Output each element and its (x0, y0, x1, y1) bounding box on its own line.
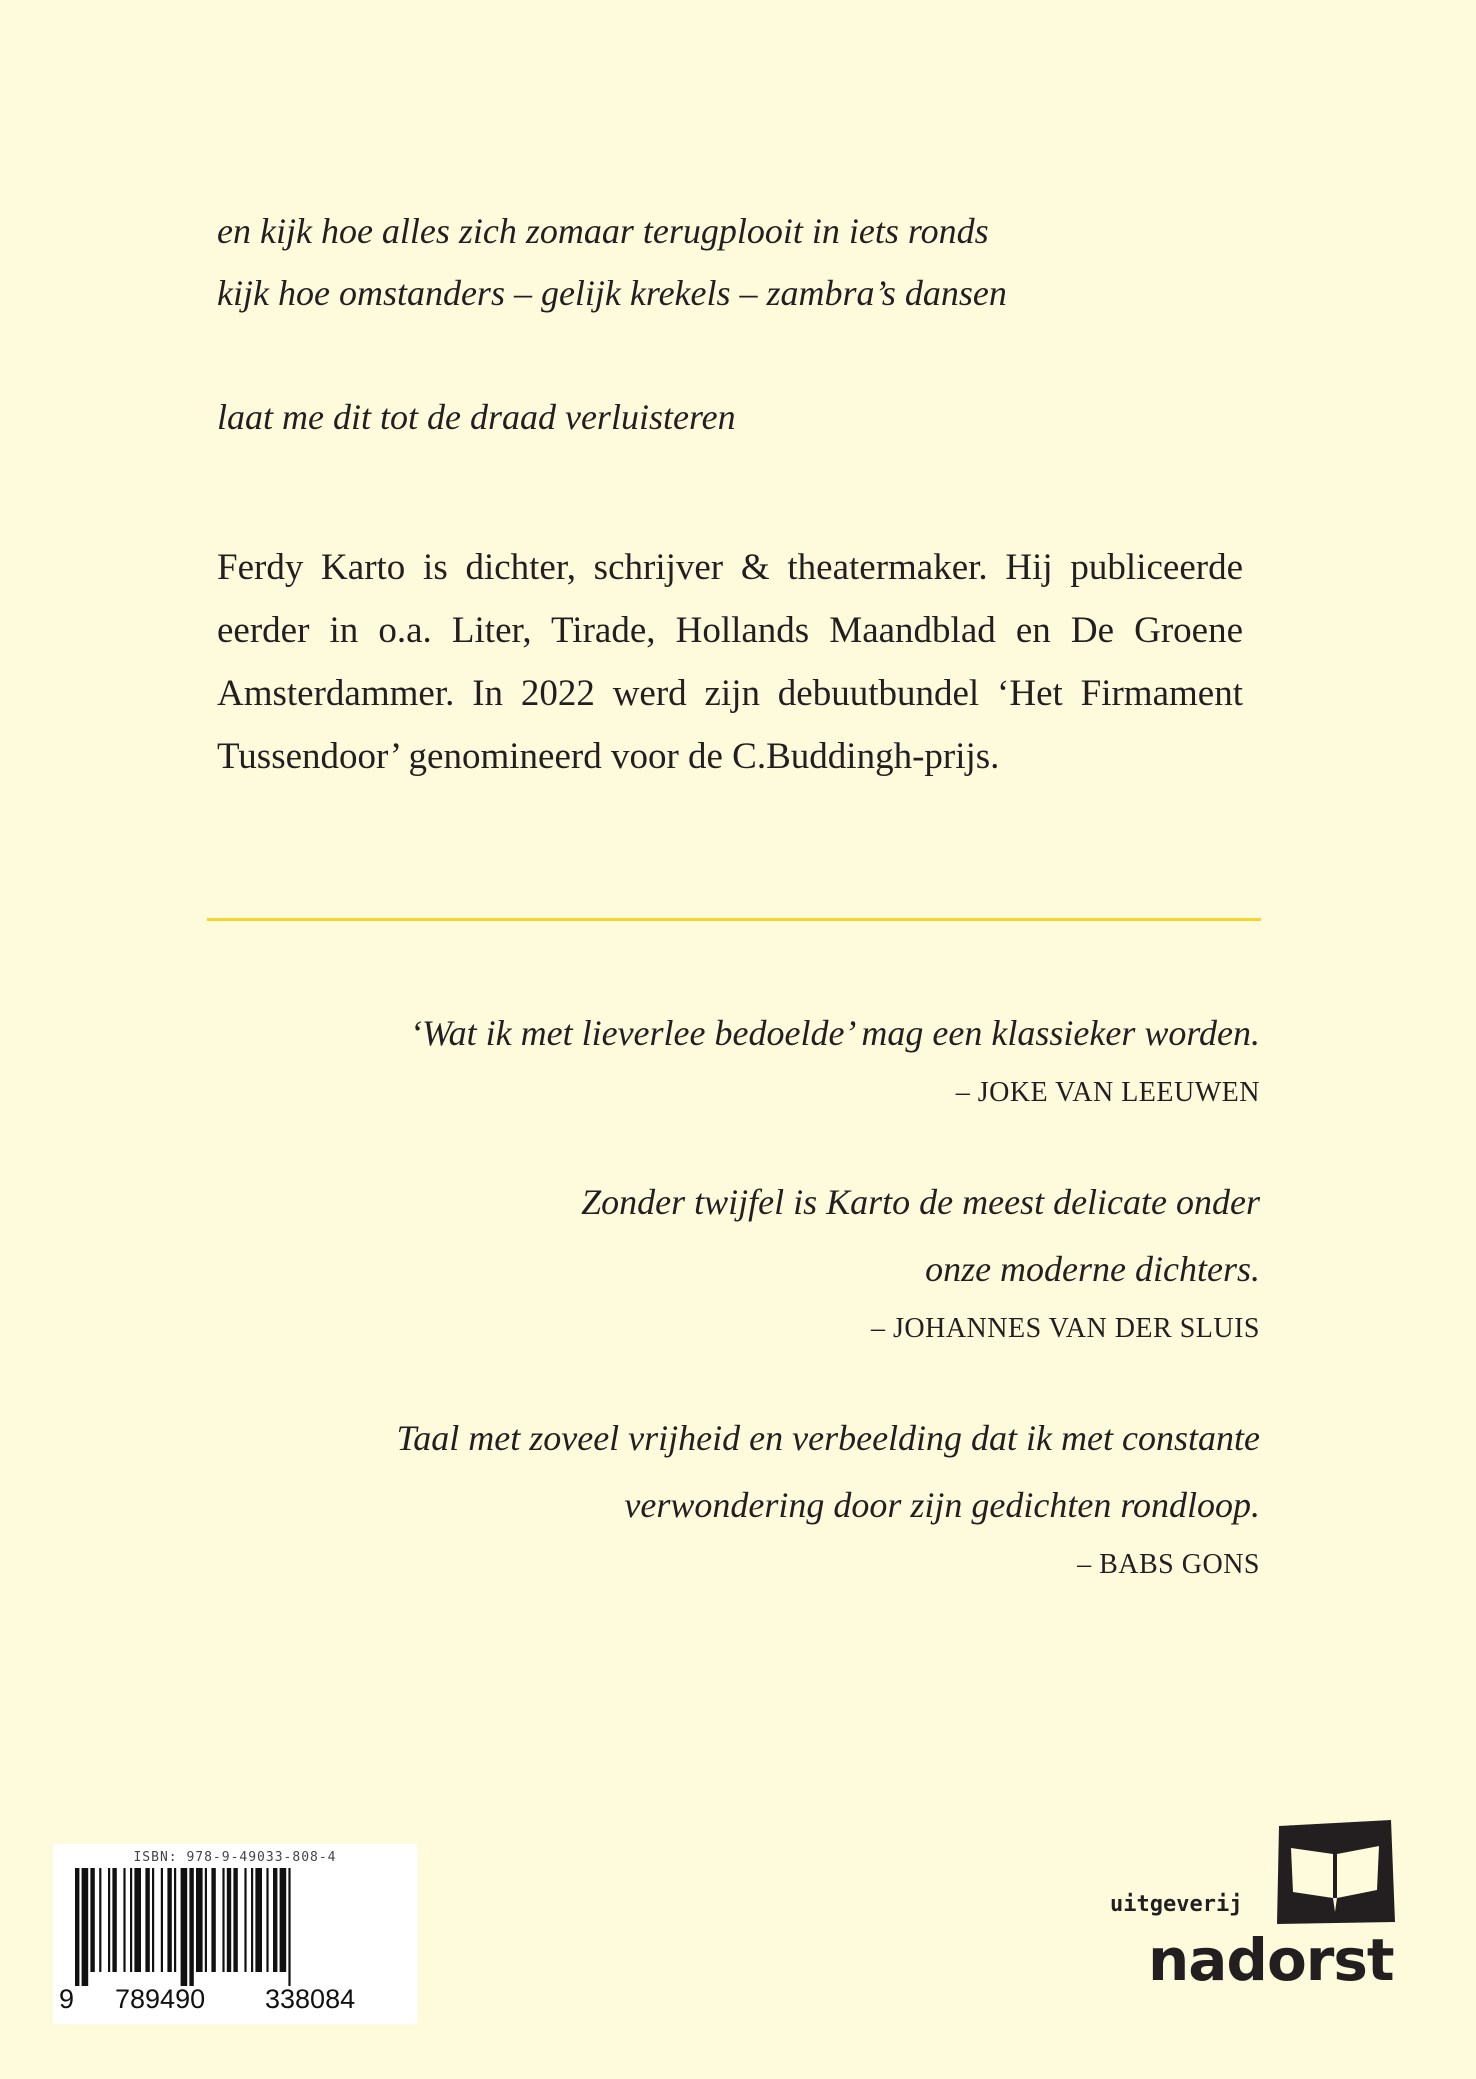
poem-excerpt (217, 200, 1267, 448)
poem-line: kijk hoe omstanders – gelijk krekels – zambra’s dansen (217, 273, 1007, 313)
barcode-bar (205, 1868, 207, 1972)
barcode-bar (134, 1868, 141, 1972)
barcode-digits-left: 789490 (115, 1984, 206, 2014)
publisher-name: nadorst (1148, 1926, 1394, 1994)
barcode-bar (174, 1868, 176, 1972)
isbn-label: ISBN: 978-9-49033-808-4 (133, 1850, 337, 1865)
barcode-bar (273, 1868, 277, 1972)
barcode-bar (255, 1868, 262, 1972)
open-book-icon (1273, 1818, 1397, 1926)
barcode-bar (280, 1868, 287, 1972)
quote-line: verwondering door zijn gedichten rondloop. (624, 1485, 1260, 1525)
barcode-digits (53, 1984, 417, 2020)
quote-attribution: – JOHANNES VAN DER SLUIS (870, 1313, 1260, 1344)
barcode-bar (123, 1868, 125, 1972)
barcode-bar (222, 1868, 224, 1972)
review-quote (160, 1000, 1260, 1113)
publisher-prefix: uitgeverij (1110, 1892, 1243, 1917)
barcode-bar (167, 1868, 171, 1972)
quote-attribution: – JOKE VAN LEEUWEN (955, 1077, 1260, 1108)
divider-rule (207, 918, 1261, 921)
barcode-bar (108, 1868, 110, 1972)
quote-line: Zonder twijfel is Karto de meest delicate onder (581, 1182, 1260, 1222)
author-bio: Ferdy Karto is dichter, schrijver & theatermaker. Hij publiceerde eerder in o.a. Liter, Tirade, Hollands Maandblad en De Groene Amsterdammer. In 2022 werd zijn debuutbundel ‘Het Firmament Tussendoor’ genomineerd voor de C.Buddingh-prijs. (217, 547, 1243, 777)
quote-attribution: – BABS GONS (1077, 1549, 1260, 1580)
poem-line: laat me dit tot de draad verluisteren (217, 397, 736, 437)
barcode-bar (75, 1868, 79, 1986)
quote-line: ‘Wat ik met lieverlee bedoelde’ mag een klassieker worden. (409, 1013, 1260, 1053)
barcode-digit-first: 9 (59, 1984, 75, 2014)
isbn-barcode (53, 1844, 417, 2024)
barcode-bar (233, 1868, 237, 1972)
barcode-bar (227, 1868, 231, 1972)
barcode-bar (189, 1868, 193, 1986)
barcode-bar (90, 1868, 94, 1972)
review-quotes (160, 1000, 1260, 1641)
barcode-bar (196, 1868, 203, 1972)
review-quote (160, 1169, 1260, 1349)
barcode-bar (266, 1868, 268, 1972)
barcode-bar (244, 1868, 246, 1972)
publisher-logo (1108, 1818, 1428, 2018)
barcode-bar (82, 1868, 89, 1986)
barcode-digits-right: 338084 (265, 1984, 356, 2014)
quote-line: Taal met zoveel vrijheid en verbeelding dat ik met constante (396, 1418, 1260, 1458)
barcode-bar (99, 1868, 101, 1972)
barcode-bar (288, 1868, 290, 1986)
barcode-bar (181, 1868, 188, 1986)
review-quote (160, 1405, 1260, 1585)
barcode-bar (112, 1868, 116, 1972)
barcode-bar (161, 1868, 163, 1972)
barcode-bar (152, 1868, 154, 1972)
poem-line: en kijk hoe alles zich zomaar terugplooit in iets ronds (217, 211, 989, 251)
quote-line: onze moderne dichters. (925, 1249, 1260, 1289)
barcode-bar (130, 1868, 132, 1972)
barcode-bar (251, 1868, 253, 1972)
barcode-bar (145, 1868, 149, 1972)
barcode-bar (211, 1868, 215, 1972)
barcode-bars (53, 1868, 417, 1986)
